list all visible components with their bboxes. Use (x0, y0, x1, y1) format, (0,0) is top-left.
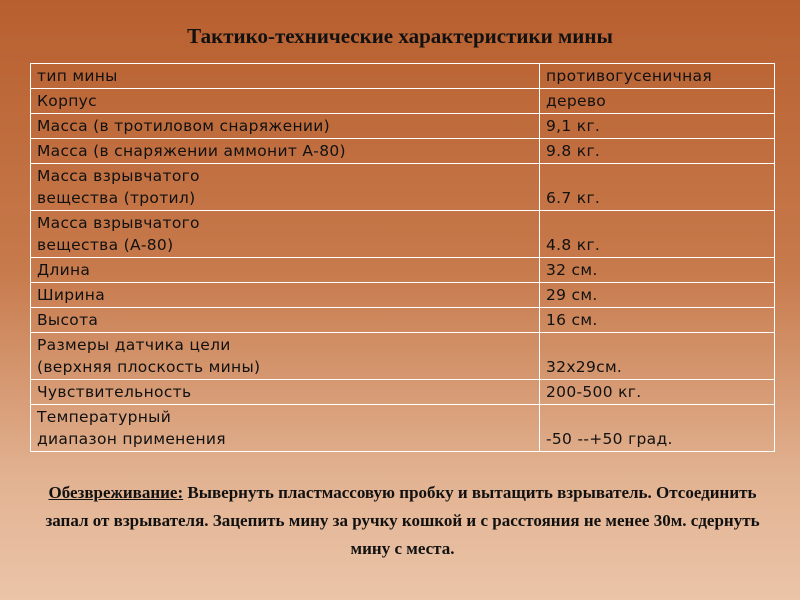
row-value: 4.8 кг. (540, 211, 775, 258)
table-row-width (31, 283, 775, 308)
row-label: Масса (в снаряжении аммонит А-80) (31, 139, 540, 164)
row-label: Длина (31, 258, 540, 283)
defuse-text: Вывернуть пластмассовую пробку и вытащить взрыватель. Отсоединить запал от взрывателя. Зацепить мину за ручку кошкой и с расстояния не менее 30м. сдернуть мину с места. (45, 483, 760, 558)
row-value: 6.7 кг. (540, 164, 775, 211)
row-value: 200-500 кг. (540, 380, 775, 405)
specs-table (30, 63, 775, 452)
row-value: 29 см. (540, 283, 775, 308)
table-row-mine-type (31, 64, 775, 89)
row-label: Чувствительность (31, 380, 540, 405)
table-row-height (31, 308, 775, 333)
row-label: Температурный диапазон применения (31, 405, 540, 452)
row-value: 16 см. (540, 308, 775, 333)
row-label: тип мины (31, 64, 540, 89)
table-row-explosive-a80 (31, 211, 775, 258)
row-value: 32 см. (540, 258, 775, 283)
row-value: 32х29см. (540, 333, 775, 380)
table-row-mass-ammonite (31, 139, 775, 164)
row-label: Корпус (31, 89, 540, 114)
row-label: Ширина (31, 283, 540, 308)
table-row-sensitivity (31, 380, 775, 405)
row-label: Масса взрывчатого вещества (тротил) (31, 164, 540, 211)
row-value: -50 --+50 град. (540, 405, 775, 452)
table-row-body (31, 89, 775, 114)
row-value: 9,1 кг. (540, 114, 775, 139)
row-label: Масса (в тротиловом снаряжении) (31, 114, 540, 139)
row-label: Высота (31, 308, 540, 333)
table-row-sensor-size (31, 333, 775, 380)
row-label: Размеры датчика цели (верхняя плоскость мины) (31, 333, 540, 380)
table-row-explosive-tnt (31, 164, 775, 211)
defuse-paragraph (30, 479, 775, 563)
table-row-length (31, 258, 775, 283)
row-value: противогусеничная (540, 64, 775, 89)
row-value: дерево (540, 89, 775, 114)
table-row-mass-tnt (31, 114, 775, 139)
slide-title: Тактико-технические характеристики мины (187, 24, 613, 48)
table-row-temperature-range (31, 405, 775, 452)
defuse-label: Обезвреживание: (48, 483, 184, 502)
specs-table-body (31, 64, 775, 452)
row-label: Масса взрывчатого вещества (А-80) (31, 211, 540, 258)
row-value: 9.8 кг. (540, 139, 775, 164)
